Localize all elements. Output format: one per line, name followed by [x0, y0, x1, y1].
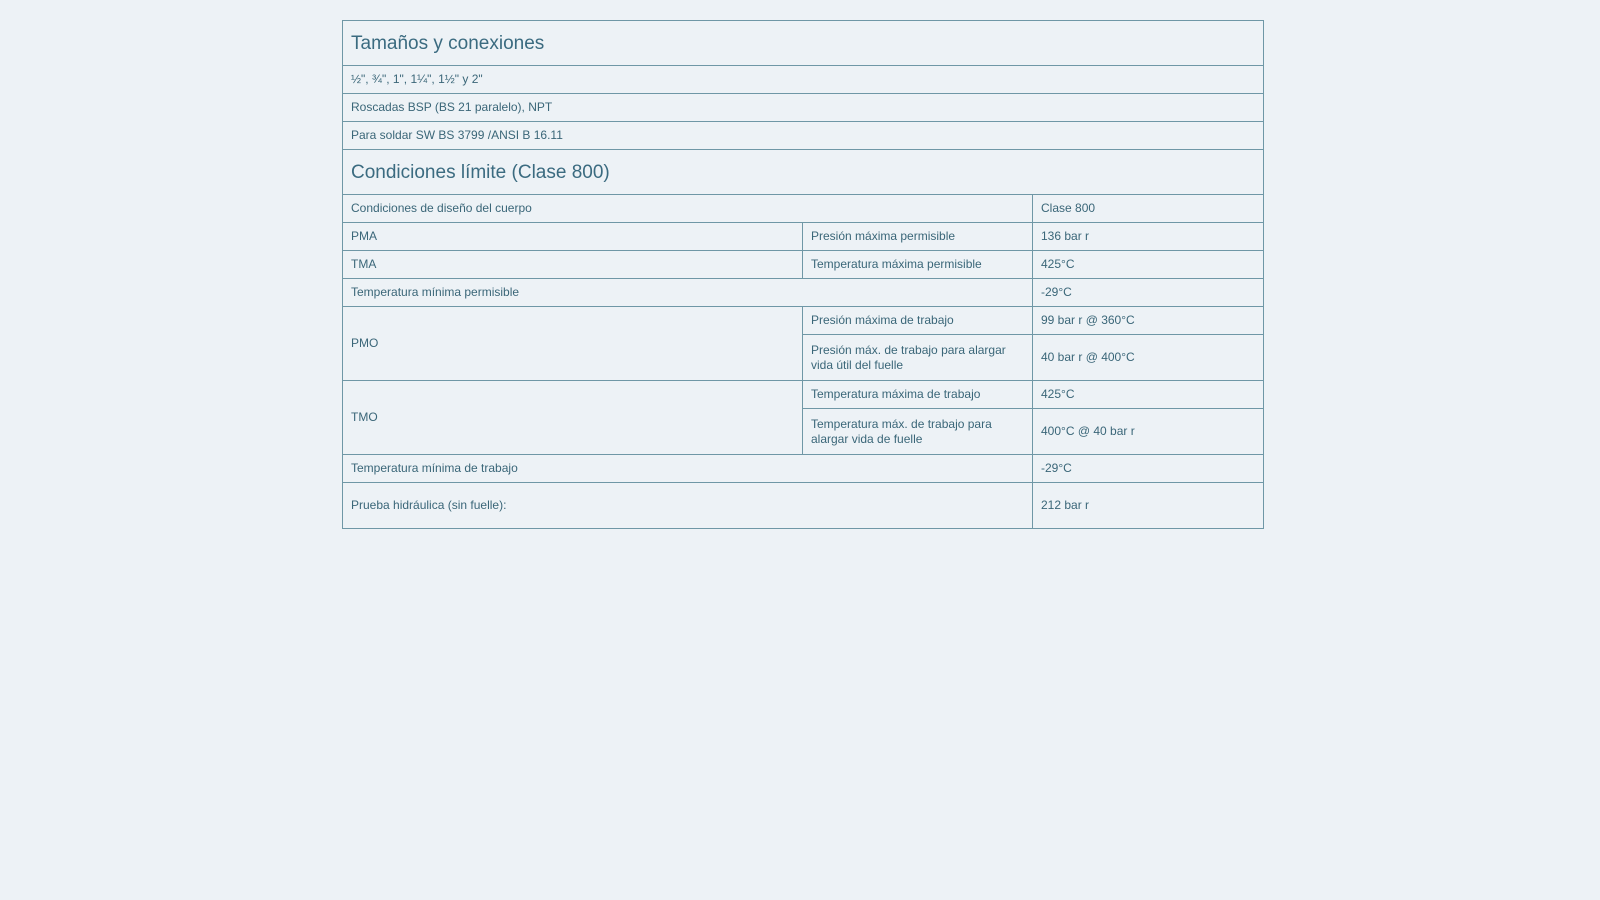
pma-label: PMA	[343, 223, 803, 251]
pmo-value: 99 bar r @ 360°C	[1033, 307, 1264, 335]
body-design-label: Condiciones de diseño del cuerpo	[343, 195, 1033, 223]
hydraulic-test-value: 212 bar r	[1033, 483, 1264, 529]
min-permissible-temp-label: Temperatura mínima permisible	[343, 279, 1033, 307]
limits-heading: Condiciones límite (Clase 800)	[343, 150, 1264, 195]
tmo-bellows-description: Temperatura máx. de trabajo para alargar vida de fuelle	[803, 409, 1033, 455]
tmo-label: TMO	[343, 381, 803, 455]
min-working-temp-value: -29°C	[1033, 455, 1264, 483]
sizes-heading: Tamaños y conexiones	[343, 21, 1264, 66]
pma-value: 136 bar r	[1033, 223, 1264, 251]
min-permissible-temp-value: -29°C	[1033, 279, 1264, 307]
pmo-description: Presión máxima de trabajo	[803, 307, 1033, 335]
tma-description: Temperatura máxima permisible	[803, 251, 1033, 279]
hydraulic-test-label: Prueba hidráulica (sin fuelle):	[343, 483, 1033, 529]
sizes-row: ½", ¾", 1", 1¼", 1½" y 2"	[343, 66, 1264, 94]
tmo-bellows-value: 400°C @ 40 bar r	[1033, 409, 1264, 455]
specifications-table	[342, 20, 1264, 529]
threaded-connections-row: Roscadas BSP (BS 21 paralelo), NPT	[343, 94, 1264, 122]
body-design-value: Clase 800	[1033, 195, 1264, 223]
pmo-bellows-value: 40 bar r @ 400°C	[1033, 335, 1264, 381]
socket-weld-row: Para soldar SW BS 3799 /ANSI B 16.11	[343, 122, 1264, 150]
tmo-description: Temperatura máxima de trabajo	[803, 381, 1033, 409]
min-working-temp-label: Temperatura mínima de trabajo	[343, 455, 1033, 483]
pmo-label: PMO	[343, 307, 803, 381]
pma-description: Presión máxima permisible	[803, 223, 1033, 251]
pmo-bellows-description: Presión máx. de trabajo para alargar vida útil del fuelle	[803, 335, 1033, 381]
tma-value: 425°C	[1033, 251, 1264, 279]
tmo-value: 425°C	[1033, 381, 1264, 409]
tma-label: TMA	[343, 251, 803, 279]
